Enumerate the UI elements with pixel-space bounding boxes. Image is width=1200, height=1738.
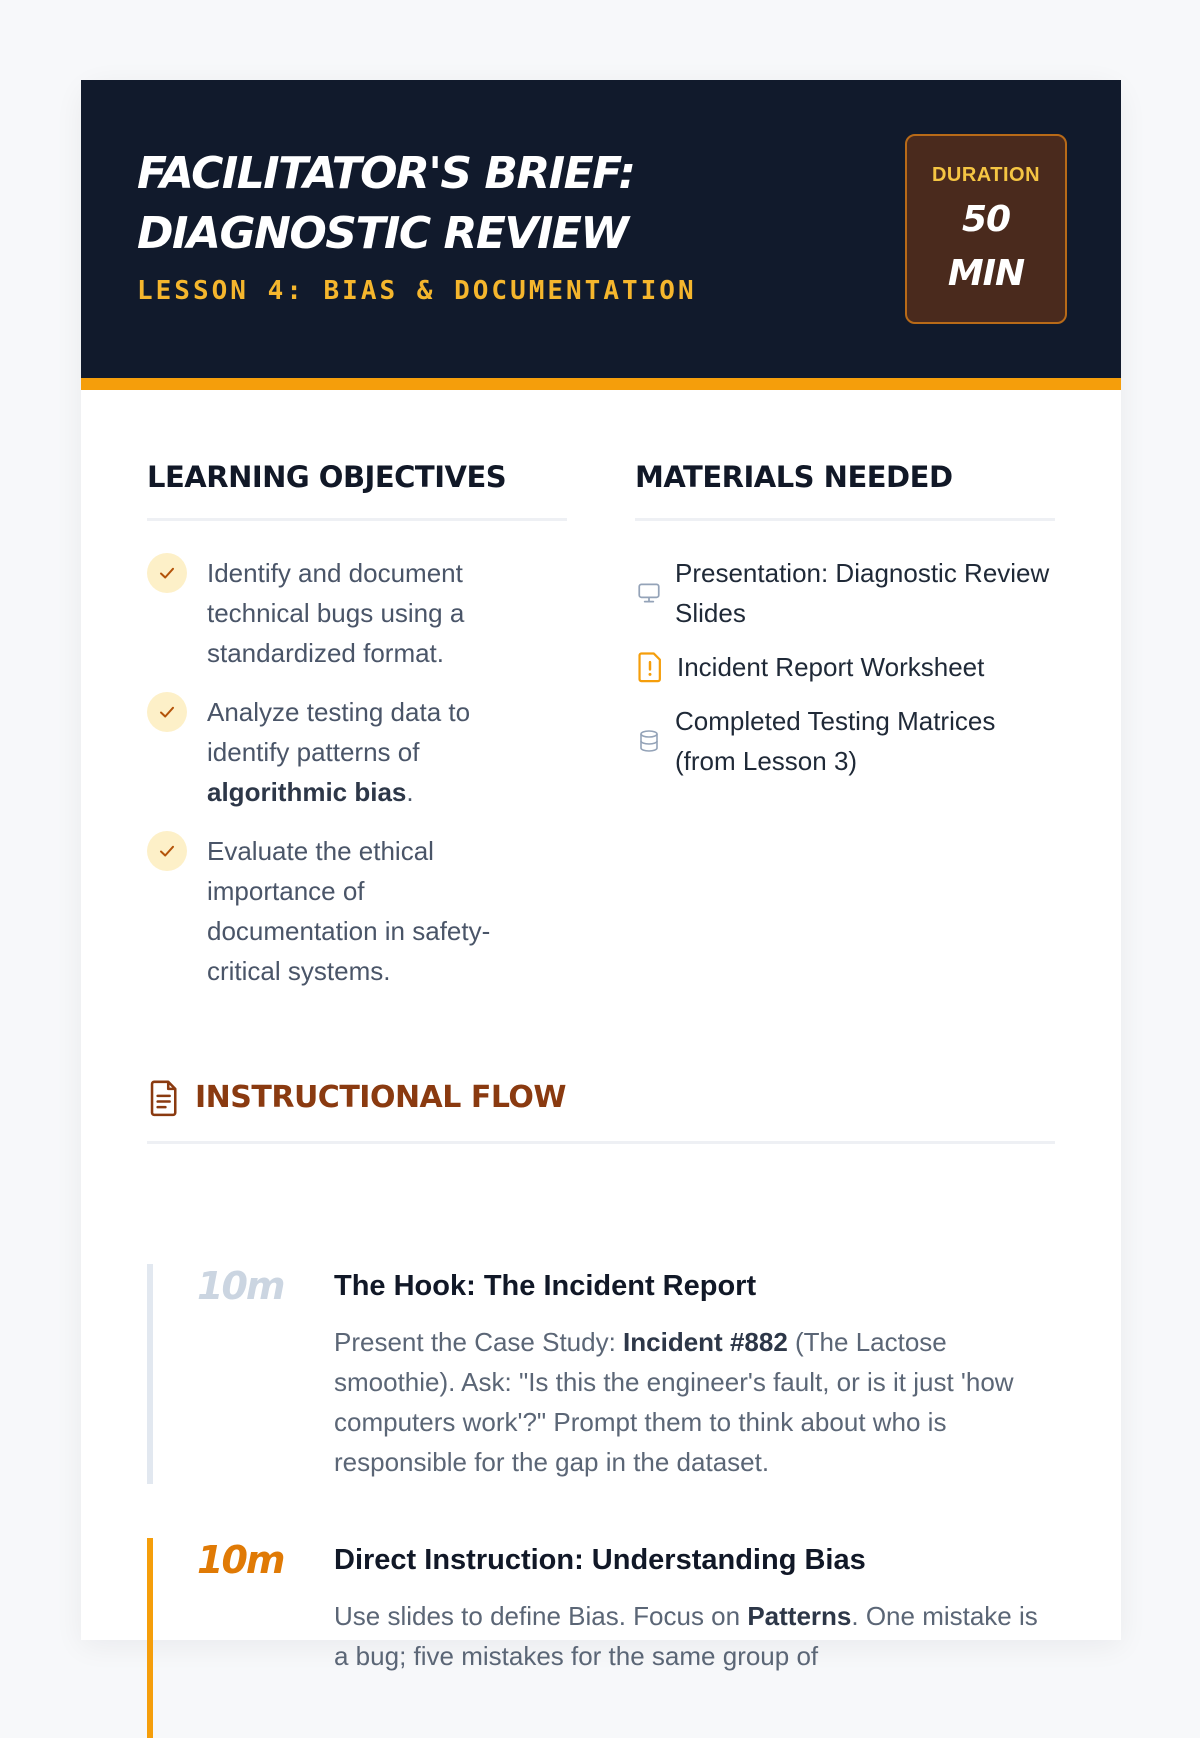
duration-badge xyxy=(905,134,1067,324)
step-duration: 10m xyxy=(197,1264,284,1308)
instructional-flow xyxy=(147,1068,1055,1671)
page-title: FACILITATOR'S BRIEF: DIAGNOSTIC REVIEW xyxy=(137,148,635,259)
step-title: Direct Instruction: Understanding Bias xyxy=(334,1544,866,1576)
alert-file-icon xyxy=(635,651,665,683)
materials-section xyxy=(635,460,1055,795)
objective-item xyxy=(147,831,567,991)
materials-heading: MATERIALS NEEDED xyxy=(635,460,1055,521)
document-icon xyxy=(147,1079,181,1122)
step-title: The Hook: The Incident Report xyxy=(334,1270,757,1302)
material-label: Completed Testing Matrices (from Lesson 3) xyxy=(675,706,996,776)
flow-heading xyxy=(147,1068,1055,1144)
step-body xyxy=(334,1538,1055,1676)
objectives-heading: LEARNING OBJECTIVES xyxy=(147,460,567,521)
materials-list xyxy=(635,553,1055,781)
brief-header xyxy=(81,80,1121,390)
material-item xyxy=(635,647,1055,687)
monitor-icon xyxy=(635,580,663,606)
objective-item xyxy=(147,692,567,812)
check-icon xyxy=(147,831,187,871)
objectives-section xyxy=(147,460,567,1010)
objective-text: Evaluate the ethical importance of documentation in safety-critical systems. xyxy=(207,836,491,986)
lesson-subtitle: LESSON 4: BIAS & DOCUMENTATION xyxy=(137,276,697,306)
objectives-list xyxy=(147,553,567,991)
step-duration: 10m xyxy=(197,1538,284,1582)
check-icon xyxy=(147,553,187,593)
step-description: Present the Case Study: Incident #882 (The Lactose smoothie). Ask: "Is this the engineer's fault, or is it just 'how computers work'?" Prompt them to think about who is responsible for the gap in the dataset. xyxy=(334,1327,1014,1477)
step-body xyxy=(334,1264,1055,1482)
step-description: Use slides to define Bias. Focus on Patterns. One mistake is a bug; five mistakes for the same group of xyxy=(334,1601,1038,1671)
flow-step xyxy=(147,1264,1055,1484)
check-icon xyxy=(147,692,187,732)
duration-value: 50 MIN xyxy=(947,199,1025,294)
objective-item xyxy=(147,553,567,673)
duration-label: DURATION xyxy=(931,164,1041,186)
database-icon xyxy=(635,729,663,753)
material-item xyxy=(635,701,1055,781)
material-item xyxy=(635,553,1055,633)
objective-text: Identify and document technical bugs using a standardized format. xyxy=(207,558,465,668)
material-label: Incident Report Worksheet xyxy=(677,652,985,682)
flow-title: INSTRUCTIONAL FLOW xyxy=(195,1080,566,1115)
flow-step xyxy=(147,1538,1055,1738)
brief-card xyxy=(81,80,1121,1671)
material-label: Presentation: Diagnostic Review Slides xyxy=(675,558,1050,628)
objective-text: Analyze testing data to identify patterns of algorithmic bias. xyxy=(207,697,471,807)
